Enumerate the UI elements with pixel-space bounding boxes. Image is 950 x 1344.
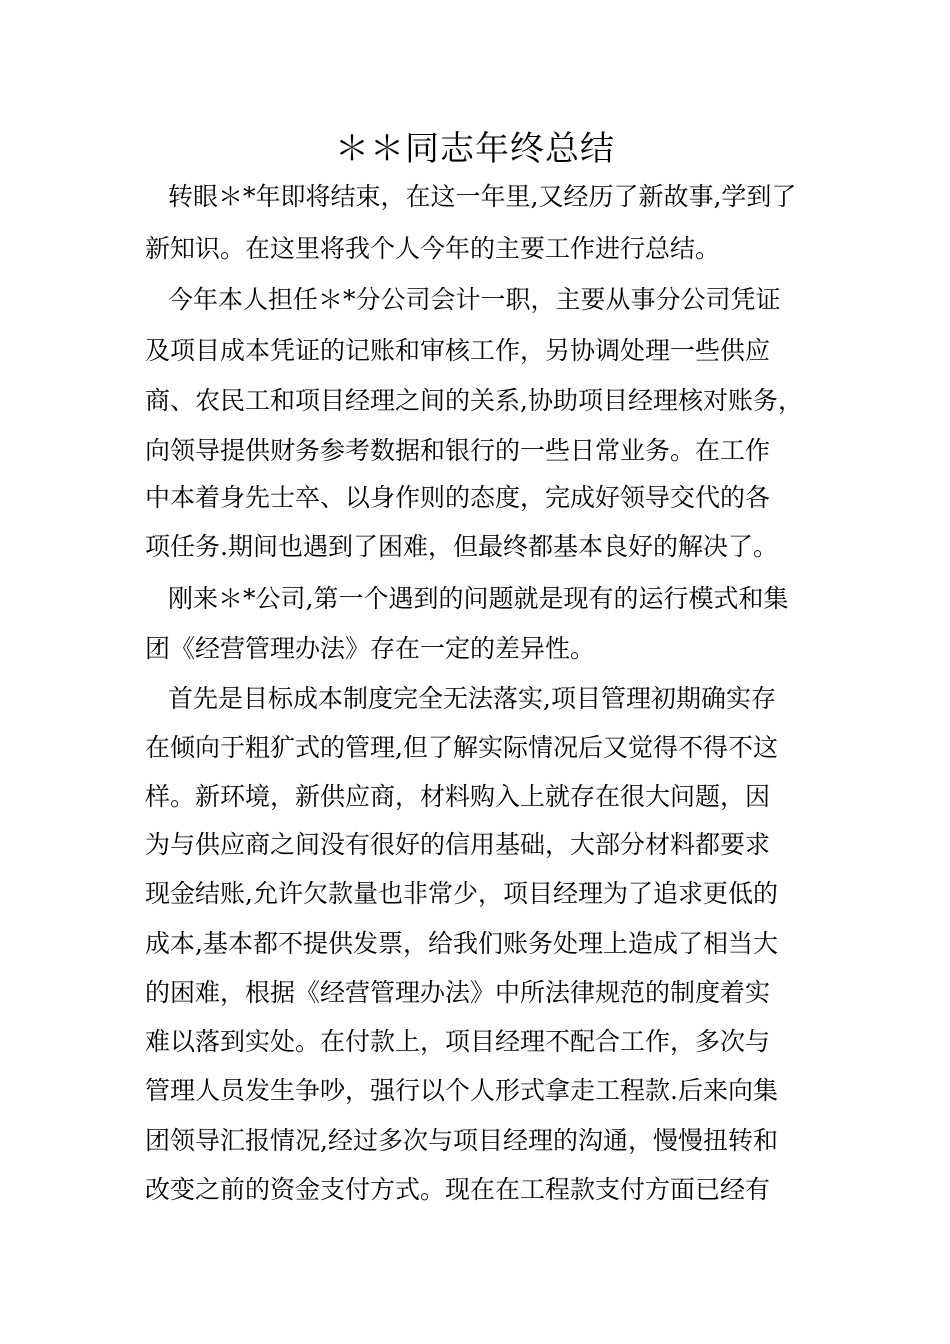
paragraph-4-line-6: 成本,基本都不提供发票，给我们账务处理上造成了相当大 bbox=[145, 929, 778, 958]
paragraph-2-line-3: 商、农民工和项目经理之间的关系,协助项目经理核对账务， bbox=[145, 386, 803, 415]
paragraph-4-line-8: 难以落到实处。在付款上，项目经理不配合工作，多次与 bbox=[145, 1027, 771, 1056]
paragraph-2-line-2: 及项目成本凭证的记账和审核工作，另协调处理一些供应 bbox=[145, 336, 771, 365]
paragraph-1-line-1: 转眼＊*年即将结束，在这一年里,又经历了新故事,学到了 bbox=[168, 182, 797, 211]
paragraph-4-line-1: 首先是目标成本制度完全无法落实,项目管理初期确实存 bbox=[168, 684, 776, 713]
paragraph-4-line-11: 改变之前的资金支付方式。现在在工程款支付方面已经有 bbox=[145, 1175, 771, 1204]
paragraph-4-line-4: 为与供应商之间没有很好的信用基础，大部分材料都要求 bbox=[145, 830, 771, 859]
paragraph-4-line-9: 管理人员发生争吵，强行以个人形式拿走工程款.后来向集 bbox=[145, 1076, 778, 1105]
paragraph-3-line-1: 刚来＊*公司,第一个遇到的问题就是现有的运行模式和集 bbox=[168, 584, 789, 613]
paragraph-2-line-5: 中本着身先士卒、以身作则的态度，完成好领导交代的各 bbox=[145, 483, 771, 512]
paragraph-4-line-2: 在倾向于粗犷式的管理,但了解实际情况后又觉得不得不这 bbox=[145, 733, 778, 762]
paragraph-2-line-1: 今年本人担任＊*分公司会计一职，主要从事分公司凭证 bbox=[168, 285, 781, 314]
paragraph-4-line-5: 现金结账,允许欠款量也非常少，项目经理为了追求更低的 bbox=[145, 879, 778, 908]
paragraph-3-line-2: 团《经营管理办法》存在一定的差异性。 bbox=[145, 634, 596, 663]
paragraph-4-line-10: 团领导汇报情况,经过多次与项目经理的沟通，慢慢扭转和 bbox=[145, 1126, 778, 1155]
paragraph-4-line-3: 样。新环境，新供应商，材料购入上就存在很大问题，因 bbox=[145, 782, 771, 811]
paragraph-2-line-6: 项任务.期间也遇到了困难，但最终都基本良好的解决了。 bbox=[145, 532, 778, 561]
paragraph-4-line-7: 的困难，根据《经营管理办法》中所法律规范的制度着实 bbox=[145, 978, 771, 1007]
paragraph-1-line-2: 新知识。在这里将我个人今年的主要工作进行总结。 bbox=[145, 234, 721, 263]
document-title: ＊＊同志年终总结 bbox=[335, 129, 615, 169]
paragraph-2-line-4: 向领导提供财务参考数据和银行的一些日常业务。在工作 bbox=[145, 436, 771, 465]
